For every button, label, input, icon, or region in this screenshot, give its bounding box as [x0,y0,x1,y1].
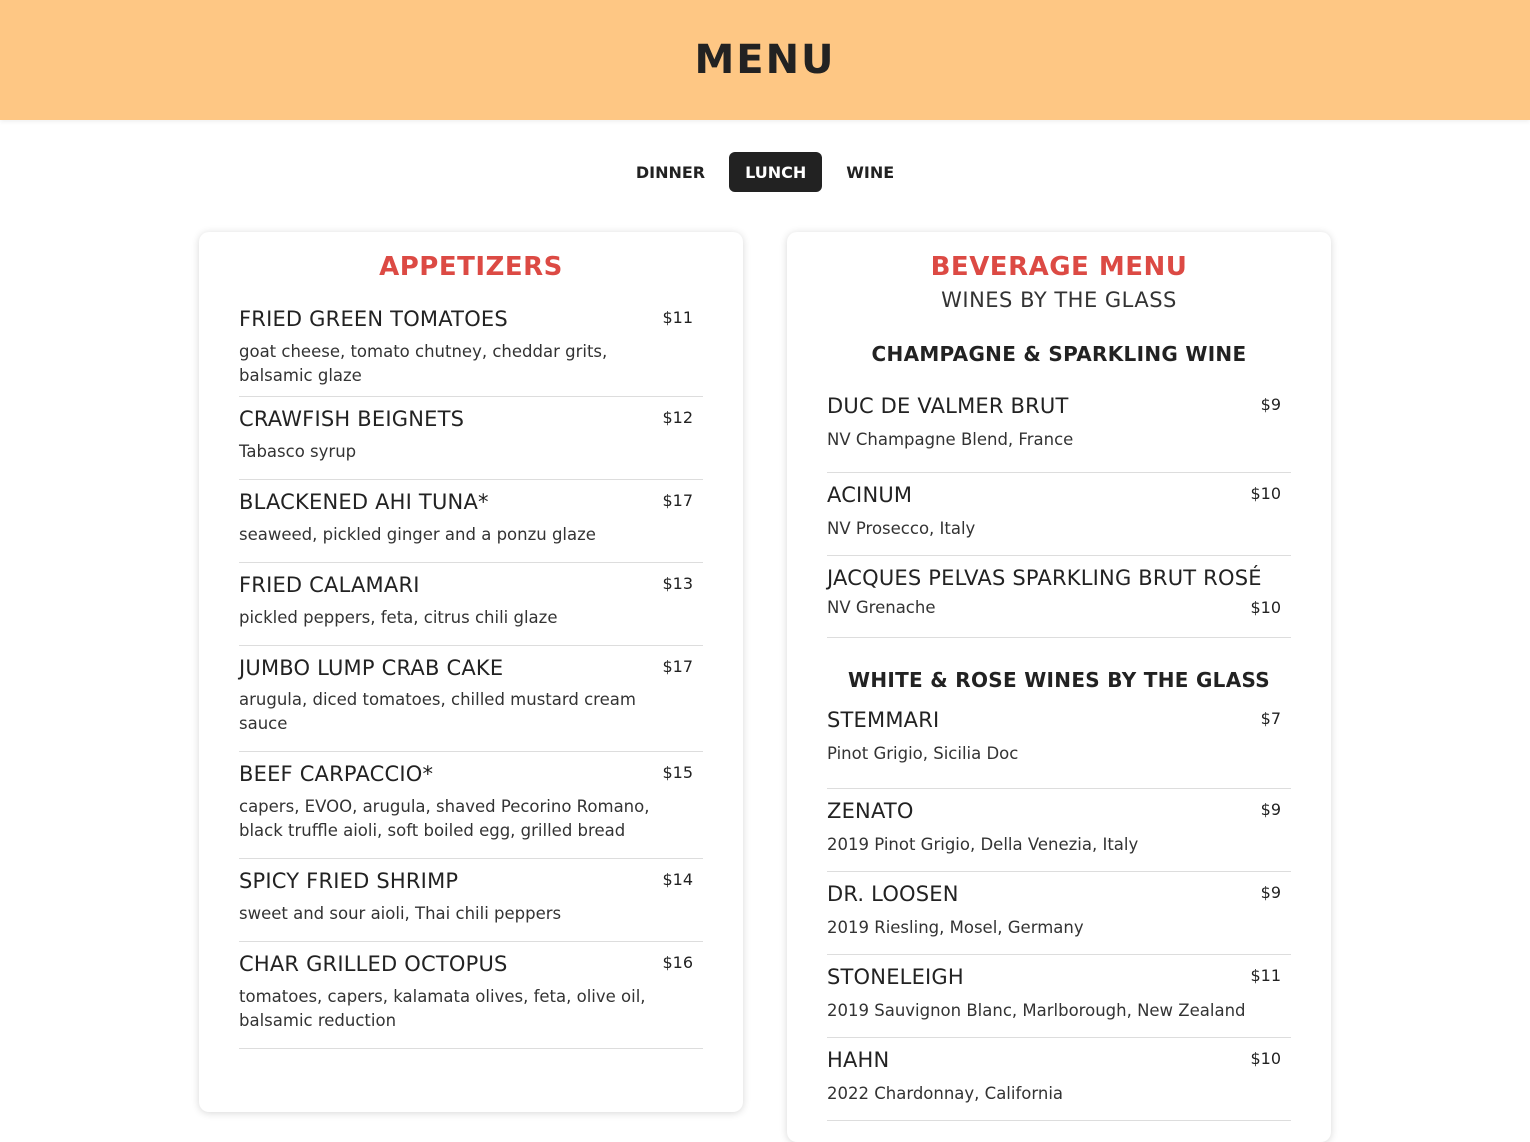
item-price: $12 [662,408,693,427]
item-price: $17 [662,491,693,510]
item-name: ACINUM [827,483,913,507]
tab-lunch[interactable]: LUNCH [729,152,822,192]
item-description: Tabasco syrup [239,442,357,461]
menu-item [827,1038,1291,1121]
menu-item [239,942,703,1049]
menu-item [239,563,703,646]
menu-item [239,397,703,480]
item-price: $13 [662,574,693,593]
item-price: $11 [662,308,693,327]
item-description: 2019 Pinot Grigio, Della Venezia, Italy [827,835,1139,854]
item-name: SPICY FRIED SHRIMP [239,869,459,893]
menu-item [827,955,1291,1038]
item-name: STONELEIGH [827,965,964,989]
item-description: 2019 Sauvignon Blanc, Marlborough, New Zealand [827,1001,1246,1020]
item-description: capers, EVOO, arugula, shaved Pecorino Romano, black truffle aioli, soft boiled egg, grilled bread [239,797,650,840]
item-name: CHAR GRILLED OCTOPUS [239,952,508,976]
item-description: Pinot Grigio, Sicilia Doc [827,744,1019,763]
item-description: goat cheese, tomato chutney, cheddar grits, balsamic glaze [239,342,608,385]
menu-item [827,789,1291,872]
item-name: HAHN [827,1048,890,1072]
item-price: $17 [662,657,693,676]
item-description: seaweed, pickled ginger and a ponzu glaze [239,525,596,544]
item-name: BEEF CARPACCIO* [239,762,434,786]
menu-item [239,752,703,859]
item-price: $15 [662,763,693,782]
item-description: NV Grenache [827,598,936,617]
item-price: $14 [662,870,693,889]
tab-wine[interactable]: WINE [846,162,895,182]
item-name: BLACKENED AHI TUNA* [239,490,489,514]
menu-tabs [0,152,1530,192]
item-price: $10 [1250,1049,1281,1068]
item-name: JACQUES PELVAS SPARKLING BRUT ROSÉ [827,566,1262,590]
item-price: $9 [1260,395,1281,414]
item-name: FRIED CALAMARI [239,573,420,597]
item-price: $10 [1250,598,1281,617]
item-price: $7 [1260,709,1281,728]
appetizers-card [199,232,743,1112]
item-price: $16 [662,953,693,972]
item-description: pickled peppers, feta, citrus chili glaze [239,608,558,627]
section-title: CHAMPAGNE & SPARKLING WINE [871,342,1247,366]
menu-item [827,556,1291,638]
beverage-card [787,232,1331,1142]
menu-item [827,706,1291,789]
appetizers-title: APPETIZERS [379,252,563,282]
item-name: DUC DE VALMER BRUT [827,394,1069,418]
item-name: STEMMARI [827,708,940,732]
item-description: NV Prosecco, Italy [827,519,976,538]
item-description: 2019 Riesling, Mosel, Germany [827,918,1084,937]
item-description: NV Champagne Blend, France [827,430,1074,449]
beverage-subtitle: WINES BY THE GLASS [941,288,1177,312]
menu-item [827,473,1291,556]
item-description: arugula, diced tomatoes, chilled mustard cream sauce [239,690,636,733]
menu-item [827,391,1291,473]
page-title: MENU [694,37,836,83]
item-price: $9 [1260,800,1281,819]
item-name: ZENATO [827,799,914,823]
item-name: FRIED GREEN TOMATOES [239,307,508,331]
item-price: $11 [1250,966,1281,985]
item-description: sweet and sour aioli, Thai chili peppers [239,904,562,923]
section-title: WHITE & ROSE WINES BY THE GLASS [847,668,1271,692]
item-name: JUMBO LUMP CRAB CAKE [239,656,504,680]
page-header [0,0,1530,120]
item-name: CRAWFISH BEIGNETS [239,407,465,431]
item-name: DR. LOOSEN [827,882,959,906]
item-description: 2022 Chardonnay, California [827,1084,1064,1103]
item-price: $9 [1260,883,1281,902]
item-description: tomatoes, capers, kalamata olives, feta, olive oil, balsamic reduction [239,987,646,1030]
menu-item [239,304,703,397]
beverage-title: BEVERAGE MENU [930,252,1188,282]
menu-item [239,646,703,752]
menu-item [239,480,703,563]
menu-item [239,859,703,942]
tab-dinner[interactable]: DINNER [635,162,706,182]
menu-item [827,872,1291,955]
item-price: $10 [1250,484,1281,503]
